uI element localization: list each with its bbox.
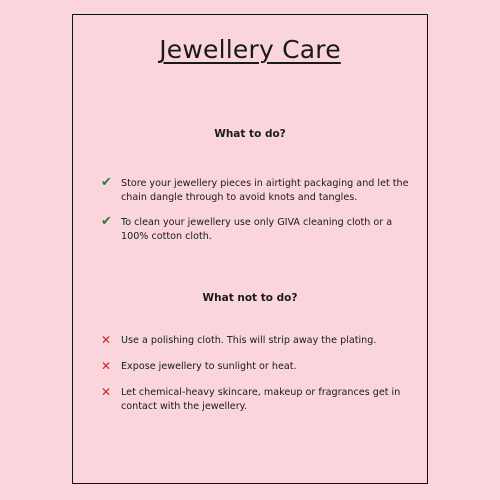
page-title: Jewellery Care: [159, 35, 341, 64]
check-icon: ✔: [101, 214, 112, 229]
dont-heading: What not to do?: [202, 292, 298, 304]
dont-list: [101, 334, 409, 414]
care-card: [72, 14, 428, 484]
list-item: ✕ Expose jewellery to sunlight or heat.: [101, 359, 297, 373]
list-item: ✔ To clean your jewellery use only GIVA cleaning cloth or a 100% cotton cloth.: [101, 214, 393, 242]
list-item: ✕ Let chemical-heavy skincare, makeup or fragrances get in contact with the jewellery.: [101, 385, 401, 412]
do-list: [101, 177, 409, 244]
check-icon: ✔: [101, 175, 112, 190]
list-item: ✔ Store your jewellery pieces in airtight packaging and let the chain dangle through to avoid knots and tangles.: [101, 175, 409, 203]
cross-icon: ✕: [101, 385, 112, 399]
cross-icon: ✕: [101, 359, 112, 373]
list-item: ✕ Use a polishing cloth. This will strip away the plating.: [101, 333, 377, 347]
cross-icon: ✕: [101, 333, 112, 347]
do-heading: What to do?: [214, 128, 286, 140]
